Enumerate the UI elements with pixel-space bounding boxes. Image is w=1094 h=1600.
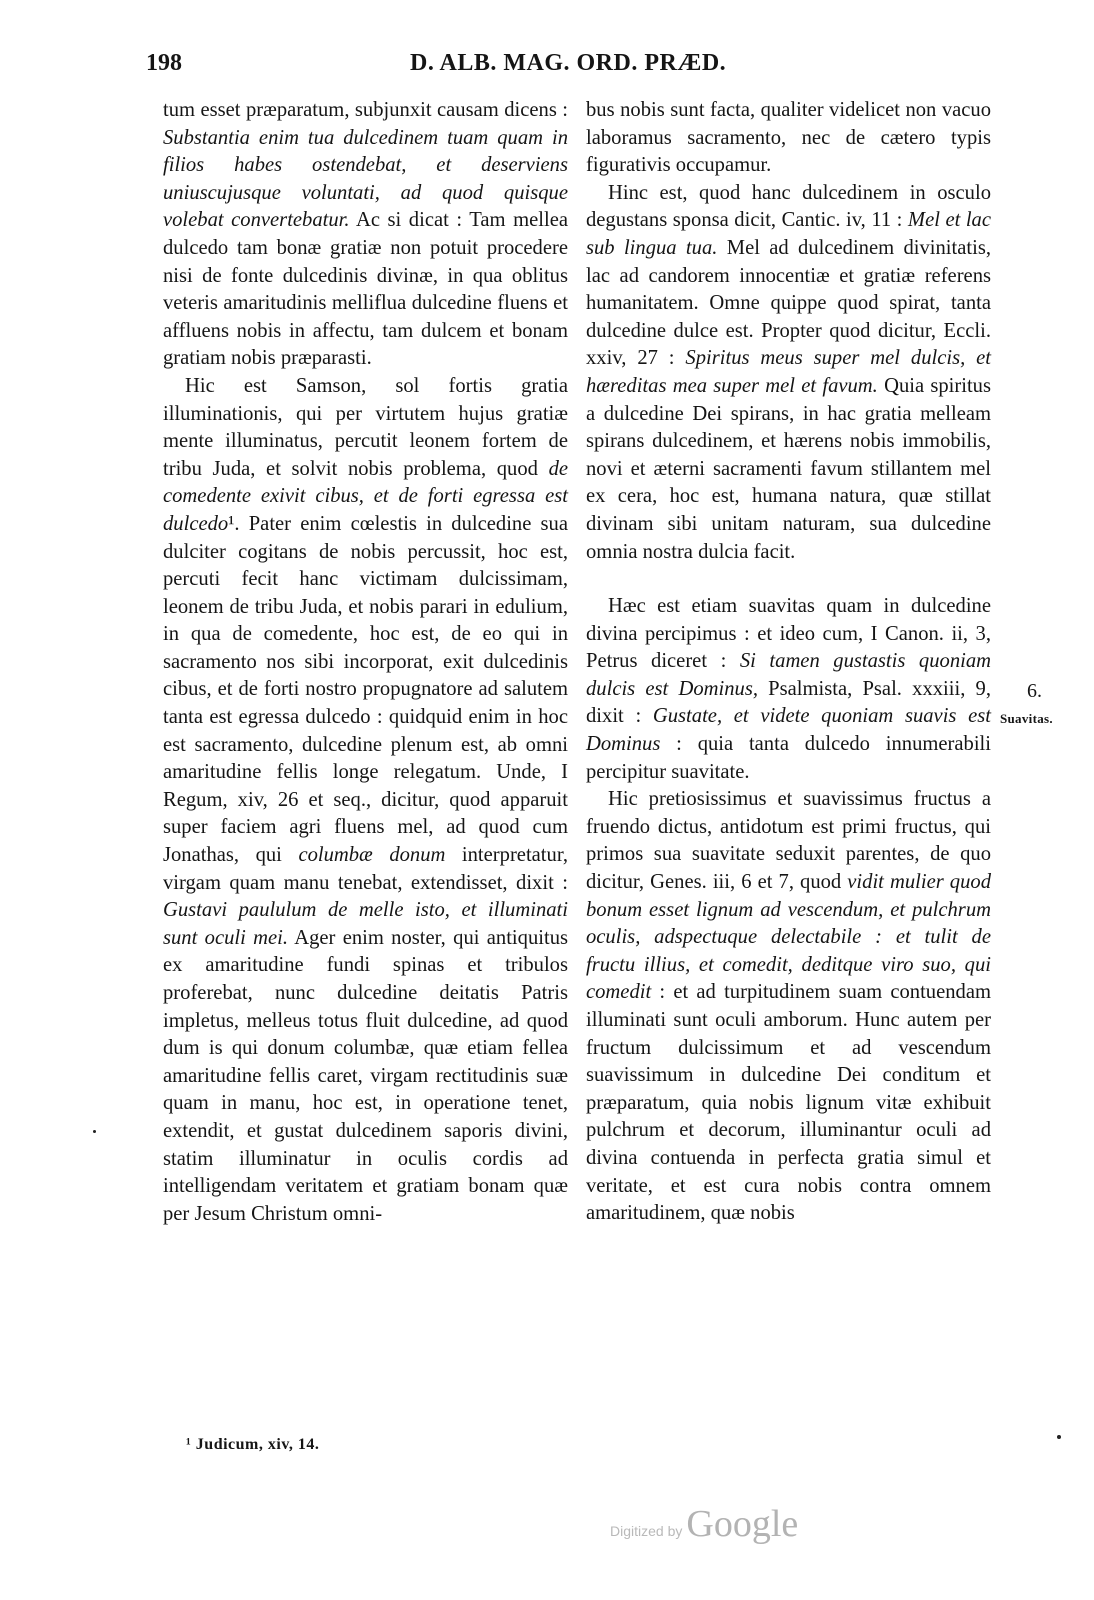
margin-note-number: 6.	[1027, 680, 1042, 702]
italic-quote: Substantia enim tua dulcedinem tuam quam in filios habes ostendebat, et deserviens uniuscujusque voluntati, ad quod quisque volebat convertebatur.	[163, 126, 568, 232]
italic-quote: Mel et lac sub lingua tua.	[586, 209, 991, 259]
italic-quote: vidit mulier quod bonum esset lignum ad vescendum, et pulchrum oculis, adspectuque delectabile : et tulit de fructu illius, et comedit, deditque viro suo, qui comedit	[586, 871, 991, 1004]
paragraph: Hinc est, quod hanc dulcedinem in osculo degustans sponsa dicit, Cantic. iv, 11 : Mel et lac sub lingua tua. Mel ad dulcedinem divinitatis, lac ad candorem innocentiæ et gratiæ referens humanitatem. Omne quippe quod spirat, tanta dulcedine dulce est. Propter quod dicitur, Eccli. xxiv, 27 : Spiritus meus super mel dulcis, et hæreditas mea super mel et favum. Quia spiritus a dulcedine Dei spirans, in hac gratia melleam spirans dulcedinem, et hærens nobis immobilis, novi et æterni sacramenti favum stillantem mel ex cera, hoc est, humana natura, quæ stillat divinam sibi unitam naturam, sua dulcedine omnia nostra dulcia facit.	[586, 181, 991, 563]
google-logo: Google	[686, 1503, 799, 1545]
paragraph: bus nobis sunt facta, qualiter videlicet non vacuo laboramus sacramento, nec de cætero typis figurativis occupamur.	[586, 99, 991, 177]
paragraph: Hic est Samson, sol fortis gratia illuminationis, qui per virtutem hujus gratiæ mente illuminatus, percutit leonem fortem de tribu Juda, et solvit nobis problema, quod de comedente exivit cibus, et de forti egressa est dulcedo¹. Pater enim cœlestis in dulcedine sua dulciter cogitans de nobis percussit, hoc est, percuti fecit hanc victimam dulcissimam, leonem de tribu Juda, et nobis parari in edulium, in qua de comedente, hoc est, de eo qui in sacramento nos sibi incorporat, exit dulcedinis cibus, et de forti nostro propugnatore ad salutem tanta est egressa dulcedo : quidquid enim in hoc est sacramento, dulcedine plenum est, ab omni amaritudine fellis longe relegatum. Unde, I Regum, xiv, 26 et seq., dicitur, quod apparuit super faciem agri fluens mel, ad quod cum Jonathas, qui columbæ donum interpretatur, virgam quam manu tenebat, extendisset, dixit : Gustavi paululum de melle isto, et illuminati sunt oculi mei. Ager enim noster, qui antiquitus ex amaritudine fundi spinas et tribulos proferebat, nunc dulcedine deitatis Patris impletus, melleus totus fluit dulcedine, ad quod dum is qui donum columbæ, quæ etiam fellea amaritudine fellis caret, virgam rectitudinis suæ quam in manu, hoc est, in operatione tenet, extendit, et gustat dulcedinem saporis divini, statim illuminatur in oculis cordis ad intelligendam veritatem et gratiam bonam quæ per Jesum Christum omni-	[163, 374, 569, 1225]
italic-quote: Spiritus meus super mel dulcis, et hæreditas mea super mel et favum.	[586, 347, 991, 397]
margin-note-word: Suavitas.	[1000, 711, 1053, 726]
paragraph: tum esset præparatum, subjunxit causam dicens : Substantia enim tua dulcedinem tuam quam in filios habes ostendebat, et deserviens uniuscujusque voluntati, ad quod quisque volebat convertebatur. Ac si dicat : Tam mellea dulcedo tam bonæ gratiæ non potuit procedere nisi de fonte dulcedinis divinæ, in qua oblitus veteris amaritudinis melliflua dulcedine fluens et affluens nobis in affectu, tam dulcem et bonam gratiam nobis præparasti.	[163, 99, 568, 370]
page-number: 198	[146, 50, 182, 76]
left-column	[163, 97, 568, 1228]
paragraph: Hic pretiosissimus et suavissimus fructus a fruendo dictus, antidotum est primi fructus, qui primos sua suavitate seduxit parentes, de quo dicitur, Genes. iii, 6 et 7, quod vidit mulier quod bonum esset lignum ad vescendum, et pulchrum oculis, adspectuque delectabile : et tulit de fructu illius, et comedit, deditque viro suo, qui comedit : et ad turpitudinem suam contuendam illuminati sunt oculi amborum. Hunc autem per fructum dulcissimum et ad vescendum suavissimum in dulcedine Dei conditum et præparatum, quia nobis lignum vitæ exhibuit pulchrum et decorum, illuminantur oculi ad divina contuenda in perfecta gratia simul et veritate, et est cura nobis contra omnem amaritudinem, quæ nobis	[586, 788, 991, 1225]
right-column	[586, 97, 991, 1228]
paragraph: Hæc est etiam suavitas quam in dulcedine divina percipimus : et ideo cum, I Canon. ii, 3, Petrus diceret : Si tamen gustastis quoniam dulcis est Dominus, Psalmista, Psal. xxxiii, 9, dixit : Gustate, et videte quoniam suavis est Dominus : quia tanta dulcedo innumerabili percipitur suavitate.	[586, 595, 992, 783]
page-header	[0, 50, 1094, 86]
italic-quote: columbæ donum	[298, 844, 446, 867]
digitized-watermark	[610, 1502, 798, 1546]
italic-quote: Gustavi paululum de melle isto, et illuminati sunt oculi mei.	[163, 899, 568, 949]
italic-quote: Si tamen gustastis quoniam dulcis est Dominus,	[586, 650, 992, 700]
footnote: ¹ Judicum, xiv, 14.	[186, 1436, 320, 1453]
footnote-marker: ¹	[228, 512, 235, 535]
ink-speck	[1057, 1435, 1061, 1439]
digitized-by-text: Digitized by	[610, 1523, 683, 1539]
italic-quote: Gustate, et videte quoniam suavis est Dominus	[586, 705, 992, 756]
italic-quote: de comedente exivit cibus, et de forti egressa est dulcedo	[163, 457, 568, 535]
ink-speck	[93, 1130, 96, 1133]
running-title: D. ALB. MAG. ORD. PRÆD.	[410, 50, 727, 76]
